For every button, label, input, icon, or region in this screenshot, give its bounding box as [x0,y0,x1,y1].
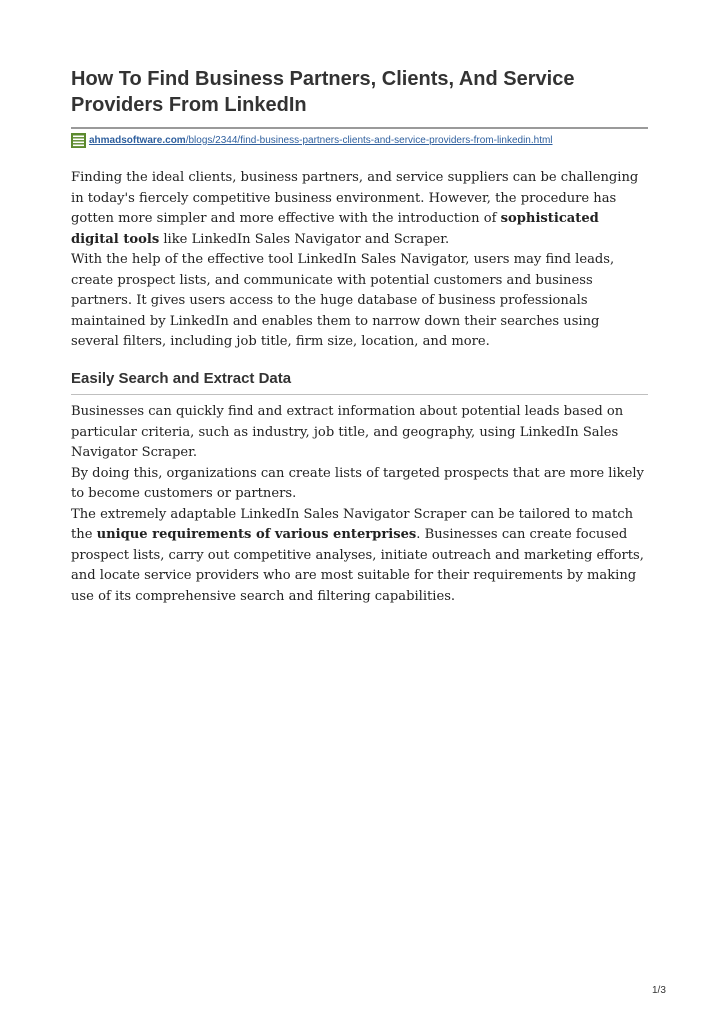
title-divider [71,127,648,129]
intro-bold-text: sophisticated digital tools [71,211,599,247]
page-number: 1/3 [652,985,666,996]
intro-paragraph-2: With the help of the effective tool LinkedIn Sales Navigator, users may find leads, create prospect lists, and communicate with potential customers and business partners. It gives users access to the huge database of business professionals maintained by LinkedIn and enables them to narrow down their searches using several filters, including job title, firm size, location, and more. [71,252,615,349]
source-path[interactable]: /blogs/2344/find-business-partners-clients-and-service-providers-from-linkedin.html [185,134,553,146]
section-bold-text: unique requirements of various enterprises [96,527,417,542]
intro-section [71,168,651,353]
source-link[interactable] [71,132,553,148]
page-title: How To Find Business Partners, Clients, And Service Providers From LinkedIn [71,68,575,116]
intro-text-b: like LinkedIn Sales Navigator and Scraper. [159,231,450,247]
section-divider [71,394,648,395]
section-paragraph-2: By doing this, organizations can create lists of targeted prospects that are more likely to become customers or partners. [71,465,644,501]
intro-paragraph-1 [71,168,651,250]
section-text-a: The extremely adaptable LinkedIn Sales Navigator Scraper can be tailored to match the [71,506,634,542]
section-paragraph-3 [71,505,651,608]
document-icon [71,133,86,148]
intro-text-a: Finding the ideal clients, business partners, and service suppliers can be challenging in today's fiercely competitive business environment. However, the procedure has gotten more simpler and more effective with the introduction of [71,170,639,226]
section-paragraph-1: Businesses can quickly find and extract information about potential leads based on particular criteria, such as industry, job title, and geography, using LinkedIn Sales Navigator Scraper. [71,404,624,460]
section-text-b: . Businesses can create focused prospect lists, carry out competitive analyses, initiate outreach and marketing efforts, and locate service providers who are most suitable for their requirements by making use of its comprehensive search and filtering capabilities. [71,527,644,604]
section-heading: Easily Search and Extract Data [71,370,292,387]
section-body [71,402,651,607]
source-domain[interactable]: ahmadsoftware.com [89,134,186,146]
